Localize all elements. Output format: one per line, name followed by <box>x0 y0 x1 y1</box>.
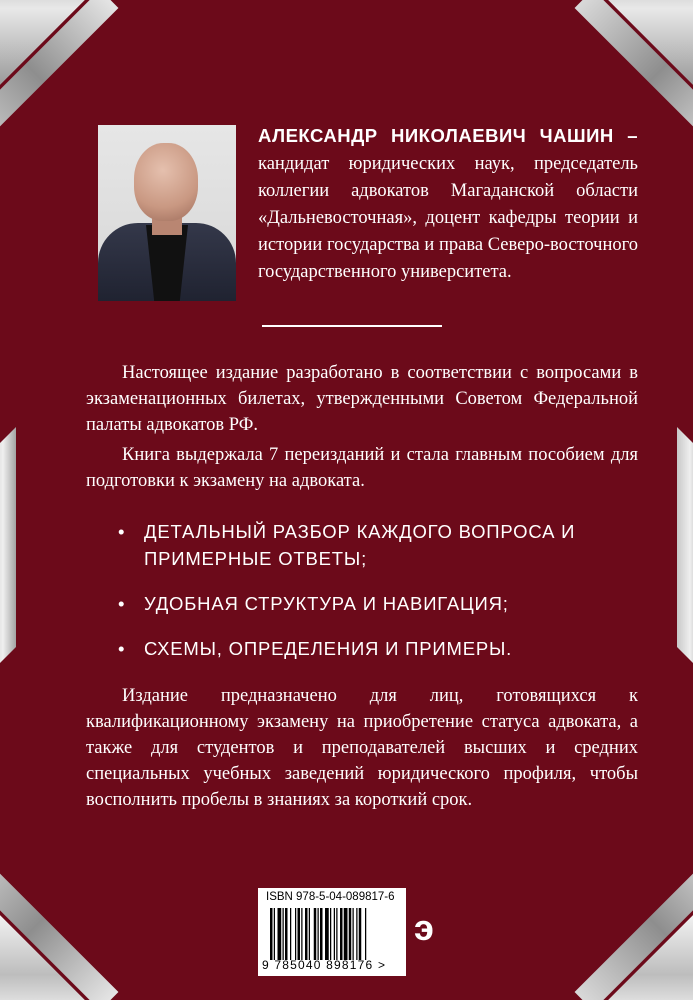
divider <box>262 325 442 327</box>
intro-paragraph: Настоящее издание разработано в соответствии с вопросами в экзаменационных билетах, утвержденными Советом Федеральной палаты адвокатов РФ. <box>86 363 638 435</box>
author-name: АЛЕКСАНДР НИКОЛАЕВИЧ ЧАШИН – <box>258 125 638 146</box>
barcode-digits: 9 785040 898176 > <box>262 958 387 972</box>
list-item: • СХЕМЫ, ОПРЕДЕЛЕНИЯ И ПРИМЕРЫ. <box>110 635 630 662</box>
bullet-icon: • <box>118 638 126 659</box>
author-photo <box>98 125 236 301</box>
feature-list <box>110 518 630 680</box>
audience-paragraph: Издание предназначено для лиц, готовящихся к квалификационному экзамену на приобретение статуса адвоката, а также для студентов и преподавателей высших и средних специальных учебных заведений юридического профиля, чтобы восполнить пробелы в знаниях за короткий срок. <box>86 686 638 810</box>
bullet-icon: • <box>118 521 126 542</box>
barcode-bars <box>270 908 396 960</box>
list-item: • ДЕТАЛЬНЫЙ РАЗБОР КАЖДОГО ВОПРОСА И ПРИМЕРНЫЕ ОТВЕТЫ; <box>110 518 630 572</box>
author-description: кандидат юридических наук, председатель коллегии адвокатов Магаданской области «Дальневосточная», доцент кафедры теории и истории государства и права Северо-восточного государственного университета. <box>258 154 638 282</box>
list-item: • УДОБНАЯ СТРУКТУРА И НАВИГАЦИЯ; <box>110 590 630 617</box>
bullet-icon: • <box>118 593 126 614</box>
author-bio <box>258 122 638 286</box>
isbn-label: ISBN 978-5-04-089817-6 <box>266 891 395 903</box>
barcode <box>258 888 406 976</box>
editions-paragraph: Книга выдержала 7 переизданий и стала главным пособием для подготовки к экзамену на адвоката. <box>86 445 638 491</box>
publisher-logo-icon: э <box>414 907 434 948</box>
metal-edge-left <box>0 427 16 673</box>
metal-edge-right <box>677 427 693 673</box>
